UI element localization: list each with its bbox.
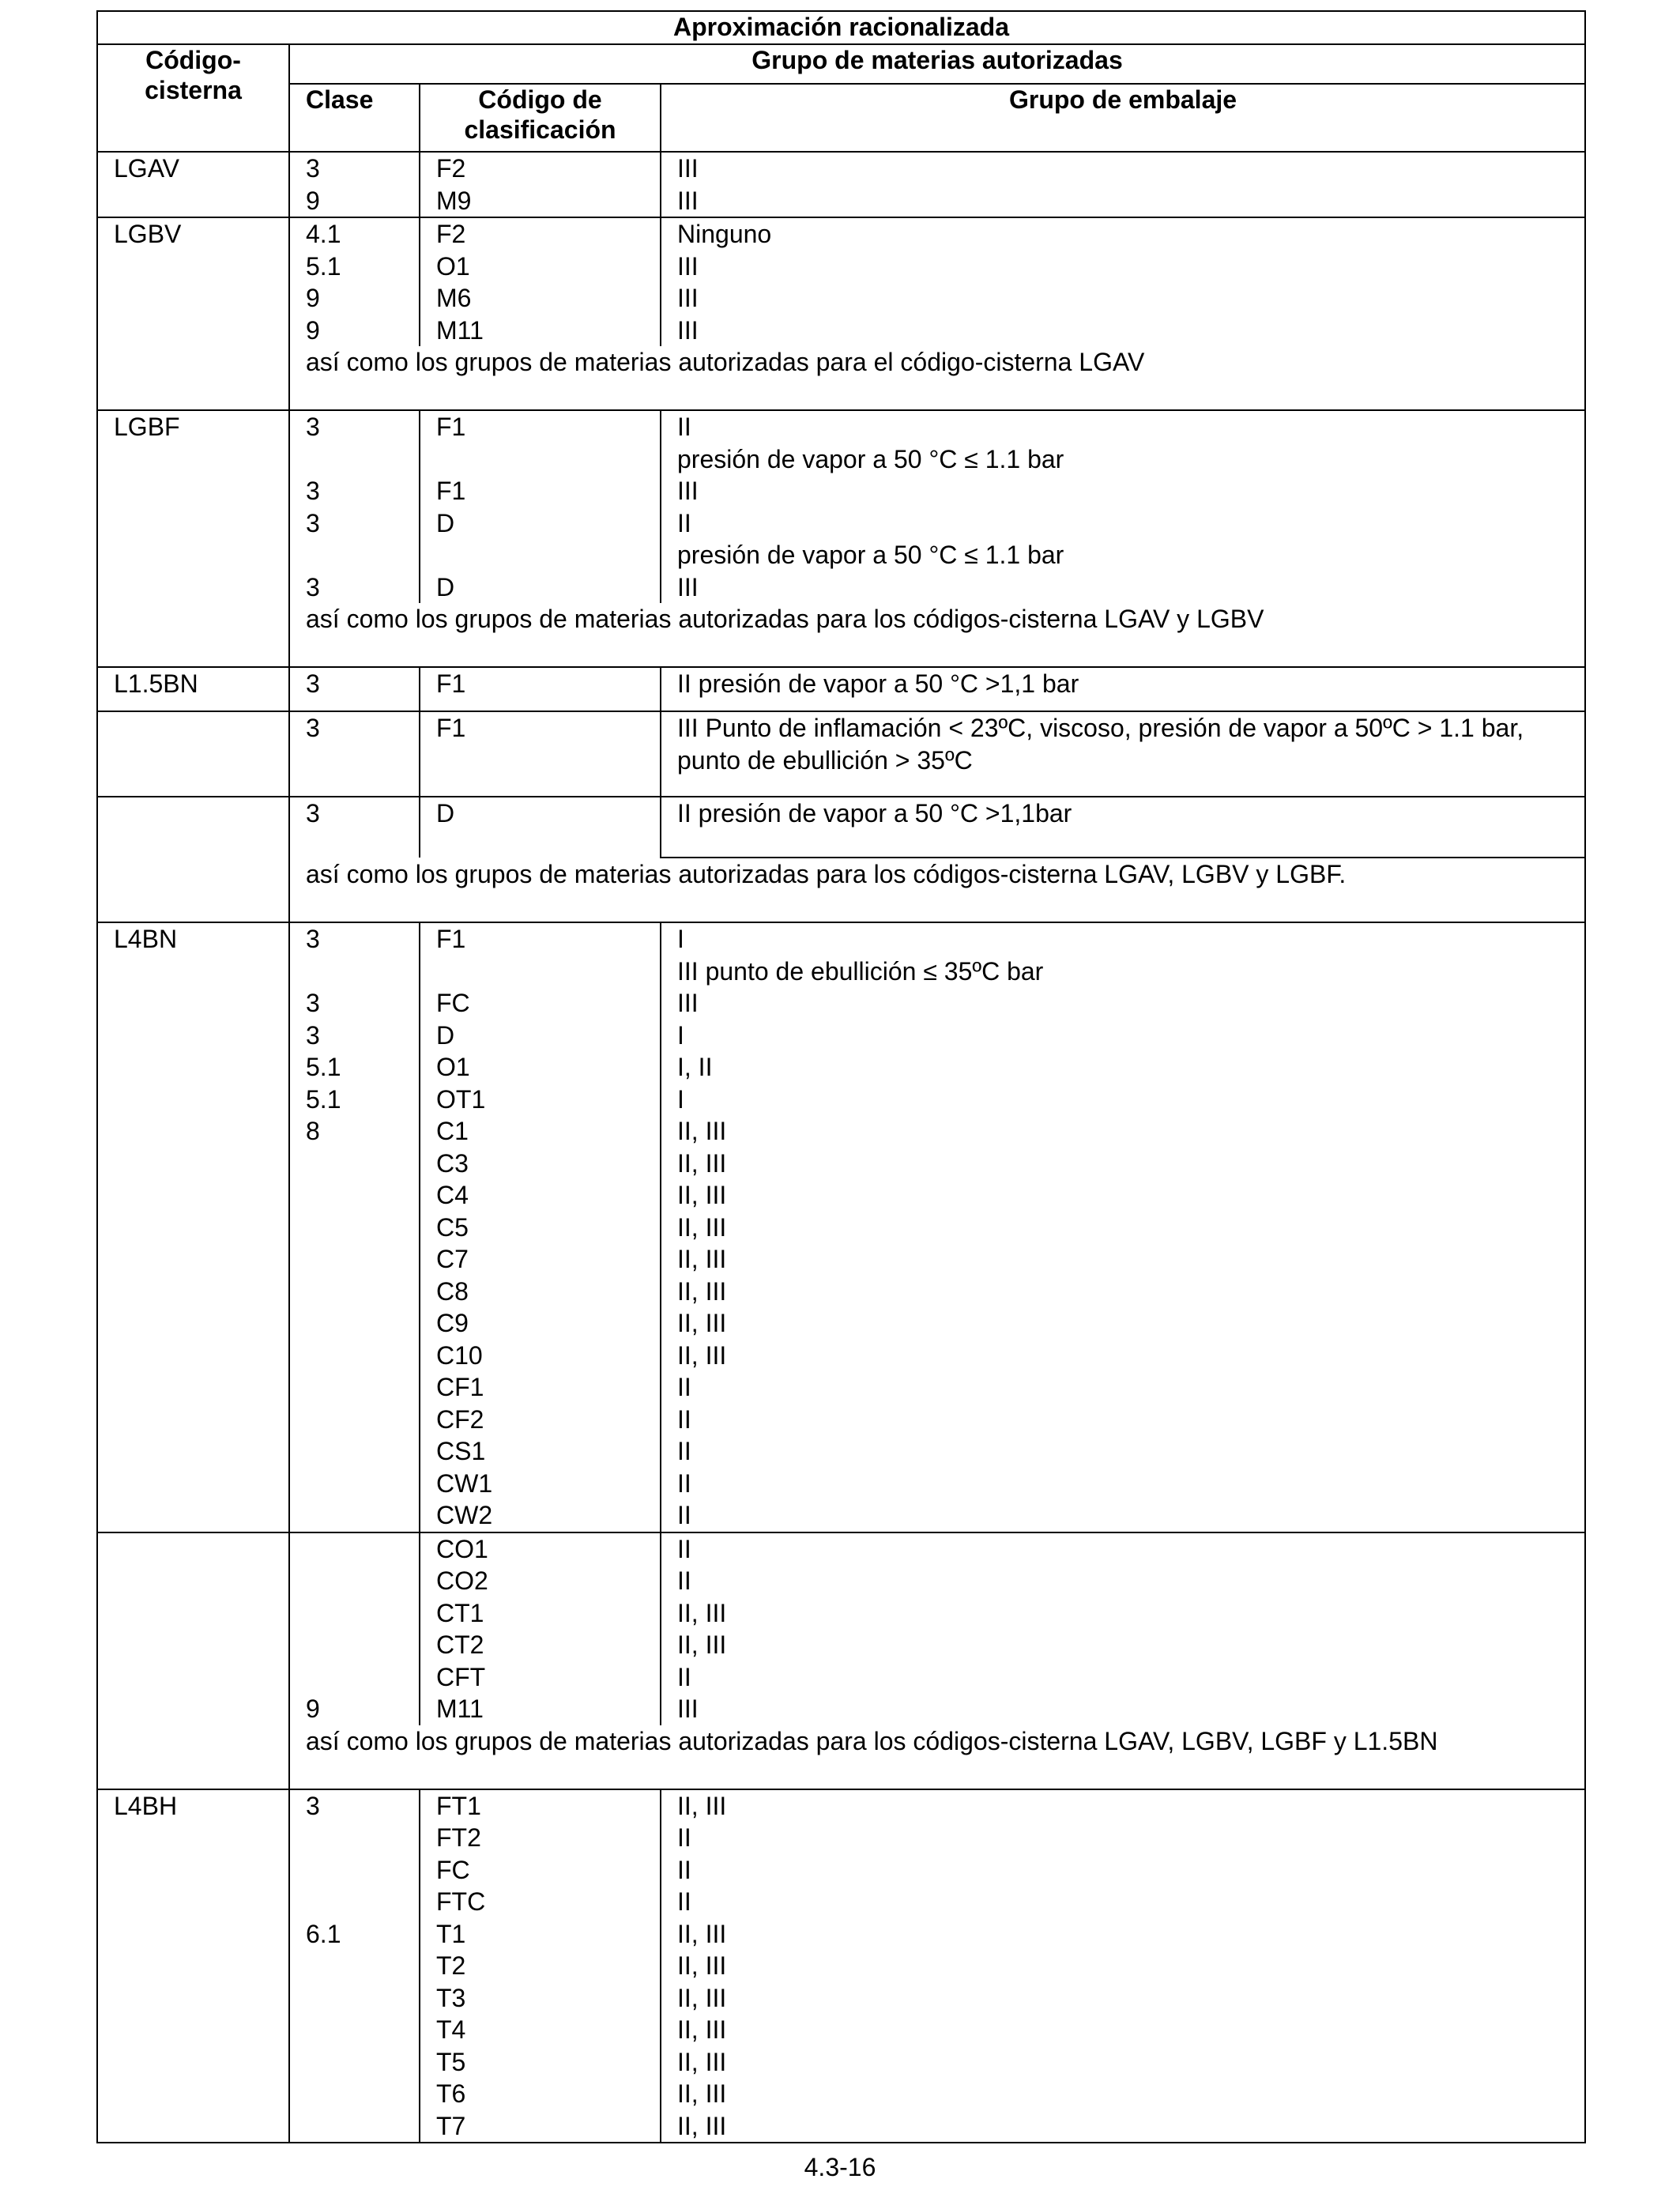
packing-group: II bbox=[677, 1373, 691, 1401]
classification-code: OT1 bbox=[436, 1084, 486, 1114]
classification-code: M6 bbox=[436, 284, 472, 312]
class-value: 8 bbox=[306, 1117, 320, 1145]
packing-group: III punto de ebullición ≤ 35ºC bar bbox=[677, 956, 1044, 986]
packing-group-cell bbox=[661, 922, 1585, 1532]
tank-code-cell bbox=[97, 922, 289, 1532]
packing-group: III bbox=[677, 477, 699, 505]
header-row-1 bbox=[97, 44, 1585, 84]
classification-code: FC bbox=[436, 989, 470, 1017]
packing-group: III bbox=[677, 315, 699, 345]
classification-code: CW1 bbox=[436, 1468, 493, 1498]
tank-code-cell bbox=[97, 152, 289, 217]
packing-group: II, III bbox=[677, 2015, 727, 2044]
packing-group-cell bbox=[661, 1789, 1585, 2143]
class-value: 3 bbox=[306, 799, 320, 827]
classification-code: F2 bbox=[436, 220, 466, 248]
packing-group: II, III bbox=[677, 1630, 727, 1659]
classification-cell bbox=[420, 922, 661, 1532]
class-value: 3 bbox=[306, 714, 320, 742]
table-row-note bbox=[97, 346, 1585, 410]
class-value bbox=[306, 1404, 419, 1436]
packing-group: II presión de vapor a 50 °C >1,1 bar bbox=[677, 669, 1079, 698]
class-cell bbox=[289, 152, 420, 217]
class-cell bbox=[289, 217, 420, 346]
packing-group-cell bbox=[661, 667, 1585, 711]
table-row bbox=[97, 217, 1585, 346]
classification-code: CF2 bbox=[436, 1404, 484, 1434]
class-value: 3 bbox=[306, 508, 320, 537]
packing-group: II presión de vapor a 50 °C >1,1bar bbox=[677, 799, 1072, 827]
header-class: Clase bbox=[289, 84, 420, 152]
tank-code: L1.5BN bbox=[114, 669, 198, 698]
classification-code: T7 bbox=[436, 2111, 466, 2140]
classification-code: FT1 bbox=[436, 1791, 481, 1820]
packing-group: II, III bbox=[677, 1181, 727, 1209]
class-cell bbox=[289, 410, 420, 603]
packing-group-cell bbox=[661, 711, 1585, 797]
classification-code: F1 bbox=[436, 925, 466, 953]
table-row-note bbox=[97, 603, 1585, 667]
packing-group: II, III bbox=[677, 1212, 727, 1242]
class-value: 9 bbox=[306, 1695, 320, 1723]
header-row-2 bbox=[97, 84, 1585, 152]
classification-code: C7 bbox=[436, 1245, 469, 1273]
authorized-substances-table bbox=[96, 10, 1586, 2143]
table-row bbox=[97, 667, 1585, 711]
class-value bbox=[306, 443, 419, 476]
class-value bbox=[306, 2014, 419, 2046]
class-value bbox=[306, 1854, 419, 1887]
tank-code-cell bbox=[97, 667, 289, 711]
classification-code: M11 bbox=[436, 1695, 484, 1723]
classification-code: C8 bbox=[436, 1276, 469, 1306]
class-value bbox=[306, 1179, 419, 1212]
classification-code: FTC bbox=[436, 1887, 486, 1916]
classification-cell bbox=[420, 1532, 661, 1725]
classification-cell bbox=[420, 217, 661, 346]
tank-code-cell bbox=[97, 797, 289, 922]
class-cell bbox=[289, 922, 420, 1532]
class-value: 3 bbox=[306, 572, 320, 601]
packing-group: II bbox=[677, 1468, 691, 1498]
classification-code: D bbox=[436, 1020, 455, 1050]
packing-group: II bbox=[677, 508, 691, 537]
class-value bbox=[306, 1148, 419, 1180]
classification-cell bbox=[420, 1789, 661, 2143]
classification-cell bbox=[420, 797, 661, 858]
header-packing-group: Grupo de embalaje bbox=[661, 84, 1585, 152]
classification-code bbox=[436, 956, 660, 988]
classification-code: CT1 bbox=[436, 1598, 484, 1627]
packing-group: II bbox=[677, 1662, 691, 1691]
classification-code: FT2 bbox=[436, 1823, 481, 1852]
tank-code: LGAV bbox=[114, 154, 179, 183]
packing-group: III bbox=[677, 186, 699, 215]
packing-group: II bbox=[677, 1566, 691, 1595]
table-row bbox=[97, 711, 1585, 797]
table-title-row bbox=[97, 11, 1585, 44]
table-row bbox=[97, 410, 1585, 603]
classification-code: O1 bbox=[436, 251, 470, 281]
class-value bbox=[306, 1435, 419, 1468]
classification-cell bbox=[420, 667, 661, 711]
classification-code: C4 bbox=[436, 1181, 469, 1209]
packing-group-cell bbox=[661, 1532, 1585, 1725]
classification-code: T4 bbox=[436, 2015, 466, 2044]
packing-group: II, III bbox=[677, 1919, 727, 1948]
packing-group: III bbox=[677, 1695, 699, 1723]
packing-group: I bbox=[677, 1084, 684, 1114]
class-value bbox=[306, 1276, 419, 1308]
packing-group: III bbox=[677, 154, 699, 183]
class-value: 3 bbox=[306, 413, 320, 441]
class-value: 5.1 bbox=[306, 1084, 341, 1114]
table-title: Aproximación racionalizada bbox=[97, 11, 1585, 44]
classification-code: C1 bbox=[436, 1117, 469, 1145]
table-row-note bbox=[97, 858, 1585, 922]
packing-group-cell bbox=[661, 152, 1585, 217]
classification-code: M9 bbox=[436, 186, 472, 215]
packing-group: II bbox=[677, 1823, 691, 1852]
tank-code-cell bbox=[97, 217, 289, 410]
classification-code: T2 bbox=[436, 1951, 466, 1980]
row-note bbox=[289, 858, 1585, 922]
class-value bbox=[306, 2046, 419, 2079]
row-note-text: así como los grupos de materias autorizadas para los códigos-cisterna LGAV, LGBV, LGBF y L1.5BN bbox=[306, 1726, 1438, 1755]
classification-code: F2 bbox=[436, 154, 466, 183]
class-value bbox=[306, 1499, 419, 1532]
packing-group-cell bbox=[661, 797, 1585, 858]
classification-code: F1 bbox=[436, 477, 466, 505]
packing-group: II, III bbox=[677, 1117, 727, 1145]
classification-code: CFT bbox=[436, 1662, 486, 1691]
tank-code: L4BH bbox=[114, 1791, 178, 1820]
class-value bbox=[306, 1340, 419, 1372]
classification-cell bbox=[420, 711, 661, 797]
class-value bbox=[306, 1661, 419, 1694]
classification-code: O1 bbox=[436, 1053, 470, 1081]
class-cell bbox=[289, 1789, 420, 2143]
packing-group: I bbox=[677, 925, 684, 953]
packing-group: II bbox=[677, 1437, 691, 1465]
class-value bbox=[306, 1950, 419, 1982]
class-value: 3 bbox=[306, 477, 320, 505]
packing-group: II, III bbox=[677, 2079, 727, 2108]
packing-group: III Punto de inflamación < 23ºC, viscoso, presión de vapor a 50ºC > 1.1 bar, punto de ebullición > 35ºC bbox=[677, 714, 1524, 775]
header-tank-code bbox=[97, 44, 289, 152]
classification-code: D bbox=[436, 572, 455, 601]
packing-group: II bbox=[677, 1501, 691, 1529]
classification-code: CF1 bbox=[436, 1373, 484, 1401]
classification-cell bbox=[420, 410, 661, 603]
packing-group: I bbox=[677, 1020, 684, 1050]
class-value: 9 bbox=[306, 186, 320, 215]
row-note-text: así como los grupos de materias autorizadas para los códigos-cisterna LGAV, LGBV y LGBF. bbox=[306, 860, 1347, 888]
table-row bbox=[97, 1532, 1585, 1725]
class-value bbox=[306, 539, 419, 571]
packing-group: II, III bbox=[677, 2047, 727, 2076]
class-value bbox=[306, 1597, 419, 1630]
packing-group: II, III bbox=[677, 1951, 727, 1980]
table-row-note bbox=[97, 1725, 1585, 1789]
classification-code: CS1 bbox=[436, 1437, 486, 1465]
class-value: 3 bbox=[306, 1020, 320, 1050]
table-row bbox=[97, 1789, 1585, 2143]
packing-group: II bbox=[677, 1887, 691, 1916]
packing-group: III bbox=[677, 989, 699, 1017]
class-value: 5.1 bbox=[306, 1053, 341, 1081]
packing-group: III bbox=[677, 572, 699, 601]
tank-code-cell bbox=[97, 1789, 289, 2143]
tank-code: LGBV bbox=[114, 220, 182, 248]
packing-group: II, III bbox=[677, 2111, 727, 2140]
class-cell bbox=[289, 711, 420, 797]
classification-code: CO1 bbox=[436, 1534, 488, 1563]
packing-group: II bbox=[677, 1404, 691, 1434]
class-value bbox=[306, 956, 419, 988]
class-value bbox=[306, 2078, 419, 2110]
class-value: 9 bbox=[306, 284, 320, 312]
row-note-text: así como los grupos de materias autorizadas para los códigos-cisterna LGAV y LGBV bbox=[306, 605, 1264, 633]
class-cell bbox=[289, 797, 420, 858]
class-value bbox=[306, 1982, 419, 2015]
classification-code: C3 bbox=[436, 1148, 469, 1178]
row-note bbox=[289, 346, 1585, 410]
class-value: 3 bbox=[306, 669, 320, 698]
class-value bbox=[306, 1371, 419, 1404]
packing-group: II, III bbox=[677, 1983, 727, 2012]
packing-group: presión de vapor a 50 °C ≤ 1.1 bar bbox=[677, 444, 1064, 473]
class-value bbox=[306, 1468, 419, 1500]
classification-code: T5 bbox=[436, 2047, 466, 2076]
classification-code: CW2 bbox=[436, 1501, 493, 1529]
class-value: 3 bbox=[306, 1791, 320, 1820]
class-value bbox=[306, 1212, 419, 1244]
class-value: 6.1 bbox=[306, 1919, 341, 1948]
classification-code: F1 bbox=[436, 714, 466, 742]
classification-code: D bbox=[436, 799, 455, 827]
classification-code: CT2 bbox=[436, 1630, 484, 1659]
tank-code-cell bbox=[97, 410, 289, 667]
class-cell bbox=[289, 667, 420, 711]
packing-group: II, III bbox=[677, 1276, 727, 1306]
packing-group: II, III bbox=[677, 1148, 727, 1178]
table-row bbox=[97, 152, 1585, 217]
packing-group: III bbox=[677, 251, 699, 281]
header-authorized-groups: Grupo de materias autorizadas bbox=[289, 44, 1585, 84]
table-row bbox=[97, 797, 1585, 858]
class-value: 3 bbox=[306, 154, 320, 183]
tank-code: LGBF bbox=[114, 413, 180, 441]
class-value bbox=[306, 2110, 419, 2143]
class-value bbox=[306, 1822, 419, 1854]
classification-code: M11 bbox=[436, 315, 484, 345]
class-value bbox=[306, 1307, 419, 1340]
classification-code: D bbox=[436, 508, 455, 537]
classification-code: C5 bbox=[436, 1212, 469, 1242]
class-value: 4.1 bbox=[306, 220, 341, 248]
packing-group: II, III bbox=[677, 1245, 727, 1273]
class-value: 5.1 bbox=[306, 251, 341, 281]
classification-code: F1 bbox=[436, 413, 466, 441]
classification-code: T6 bbox=[436, 2079, 466, 2108]
class-value bbox=[306, 1533, 419, 1566]
tank-code: L4BN bbox=[114, 925, 178, 953]
packing-group: II bbox=[677, 413, 691, 441]
row-note bbox=[289, 1725, 1585, 1789]
row-note-text: así como los grupos de materias autorizadas para el código-cisterna LGAV bbox=[306, 348, 1145, 376]
classification-code: C10 bbox=[436, 1340, 483, 1370]
packing-group: II bbox=[677, 1855, 691, 1884]
row-note bbox=[289, 603, 1585, 667]
classification-code: F1 bbox=[436, 669, 466, 698]
tank-code-cell bbox=[97, 1532, 289, 1789]
class-value bbox=[306, 1243, 419, 1276]
classification-code: CO2 bbox=[436, 1566, 488, 1595]
class-value bbox=[306, 1629, 419, 1661]
class-cell bbox=[289, 1532, 420, 1725]
classification-code: T1 bbox=[436, 1919, 466, 1948]
classification-code: T3 bbox=[436, 1983, 466, 2012]
packing-group: II bbox=[677, 1534, 691, 1563]
packing-group: I, II bbox=[677, 1053, 713, 1081]
class-value: 9 bbox=[306, 315, 320, 345]
classification-cell bbox=[420, 152, 661, 217]
classification-code: FC bbox=[436, 1855, 470, 1884]
class-value bbox=[306, 1565, 419, 1597]
page-number: 4.3-16 bbox=[804, 2153, 876, 2181]
classification-code bbox=[436, 539, 660, 571]
classification-code bbox=[436, 443, 660, 476]
packing-group: II, III bbox=[677, 1340, 727, 1370]
packing-group: II, III bbox=[677, 1309, 727, 1337]
packing-group: III bbox=[677, 284, 699, 312]
packing-group: II, III bbox=[677, 1791, 727, 1820]
packing-group-cell bbox=[661, 410, 1585, 603]
header-classification-code: Código de clasificación bbox=[420, 84, 661, 152]
packing-group: II, III bbox=[677, 1598, 727, 1627]
packing-group-cell bbox=[661, 217, 1585, 346]
table-row bbox=[97, 922, 1585, 1532]
class-value: 3 bbox=[306, 925, 320, 953]
tank-code-cell bbox=[97, 711, 289, 797]
packing-group: Ninguno bbox=[677, 220, 772, 248]
packing-group: presión de vapor a 50 °C ≤ 1.1 bar bbox=[677, 541, 1064, 569]
header-tank-code-label: Código- cisterna bbox=[145, 46, 242, 104]
class-value bbox=[306, 1886, 419, 1918]
class-value: 3 bbox=[306, 989, 320, 1017]
classification-code: C9 bbox=[436, 1309, 469, 1337]
